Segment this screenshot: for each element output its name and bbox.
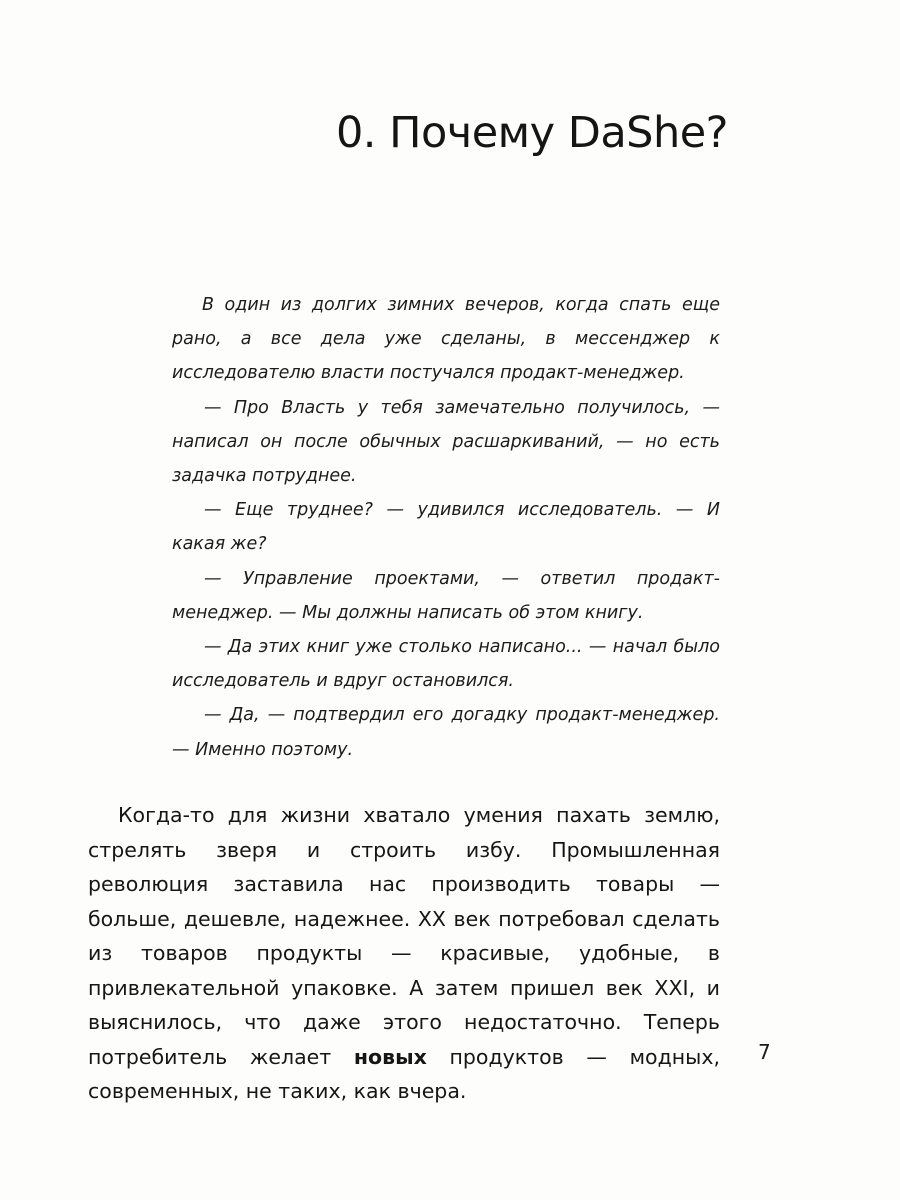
epigraph-paragraph-1: В один из долгих зимних вечеров, когда спать еще рано, а все дела уже сделаны, в мессенджер к исследователю власти постучался продакт-менеджер. — [172, 295, 720, 384]
chapter-title: 0. Почему DaShe? — [335, 108, 728, 158]
body-text-bold: новых — [353, 1044, 427, 1069]
epigraph-paragraph-3: — Еще труднее? — удивился исследователь. — И какая же? — [172, 500, 720, 555]
body-text-part-1: Когда-то для жизни хватало умения пахать землю, стрелять зверя и строить избу. Промышленная революция заставила нас производить товары — больше, дешевле, надежнее. XX век потребовал сделать из товаров продукты — красивые, удобные, в привлекательной упаковке. А затем пришел век XXI, и выяснилось, что даже этого недостаточно. Теперь потребитель желает — [88, 803, 720, 1069]
body-text — [88, 798, 720, 1109]
page-number: 7 — [758, 1040, 771, 1064]
epigraph-paragraph-2: — Про Власть у тебя замечательно получилось, — написал он после обычных расшаркиваний, — но есть задачка потруднее. — [172, 397, 720, 487]
epigraph — [172, 288, 720, 767]
epigraph-paragraph-6: — Да, — подтвердил его догадку продакт-менеджер. — Именно поэтому. — [172, 705, 720, 760]
epigraph-paragraph-4: — Управление проектами, — ответил продакт-менеджер. — Мы должны написать об этом книгу. — [172, 568, 720, 623]
body-text-part-2: продуктов — модных, современных, не таких, как вчера. — [88, 1044, 720, 1103]
epigraph-paragraph-5: — Да этих книг уже столько написано... — начал было исследователь и вдруг остановился. — [172, 637, 720, 692]
body-paragraph — [88, 798, 720, 1109]
